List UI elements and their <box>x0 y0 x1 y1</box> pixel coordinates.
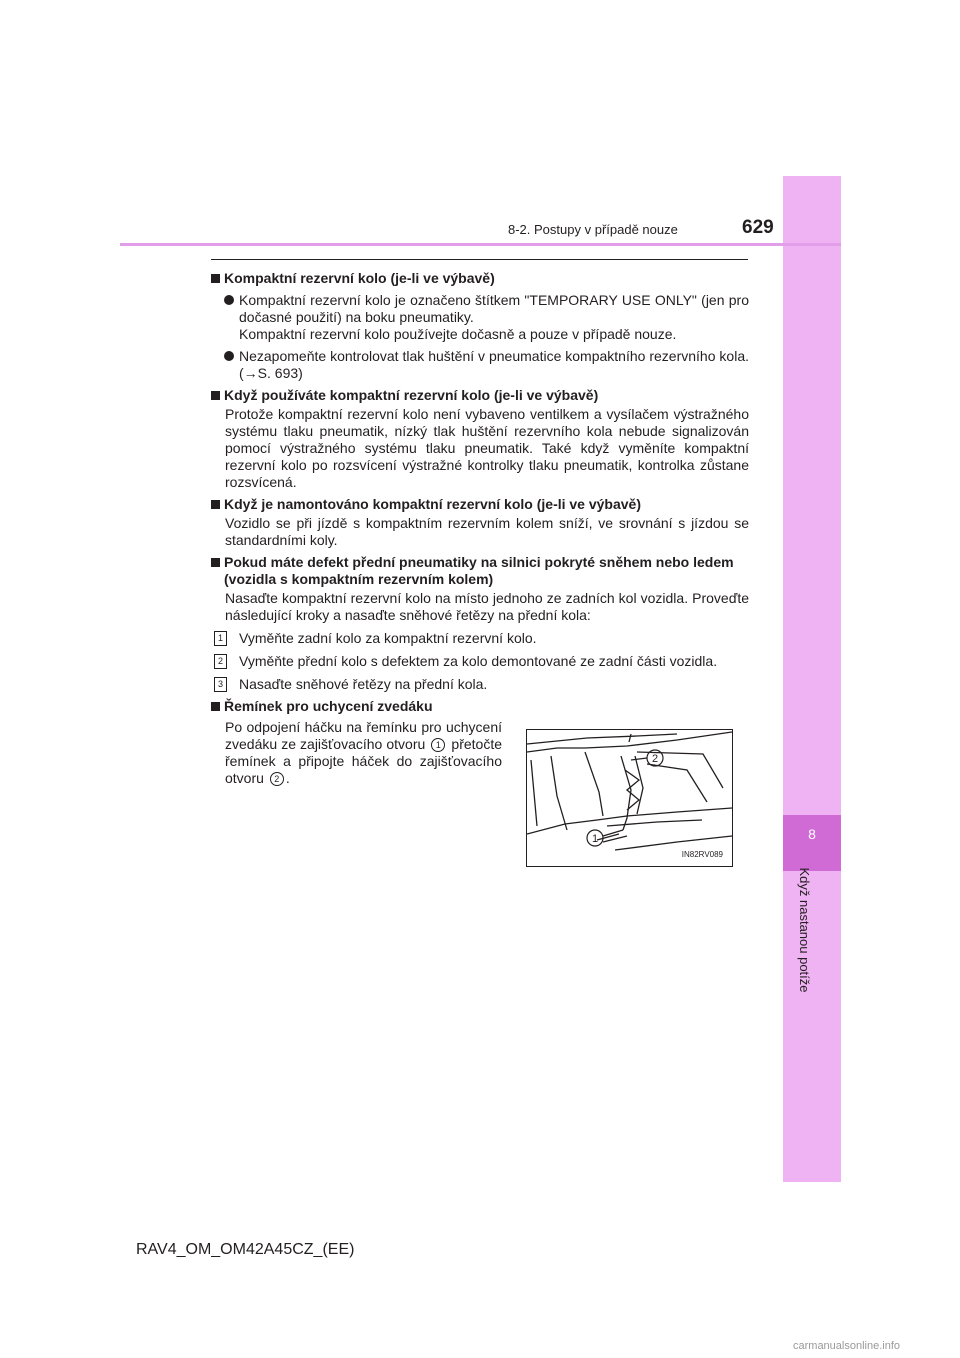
chapter-number: 8 <box>808 826 816 842</box>
watermark: carmanualsonline.info <box>793 1340 901 1352</box>
bullet-text: Kompaktní rezervní kolo používejte dočasně a pouze v případě nouze. <box>239 326 677 342</box>
step-item <box>211 653 749 670</box>
bullet-item <box>211 292 749 343</box>
paragraph-text: přetočte řemínek a připojte háček do zajišťovacího otvoru <box>225 736 503 786</box>
step-item <box>211 676 749 693</box>
callout-marker: 1 <box>431 738 445 752</box>
figure-label: IN82RV089 <box>681 850 723 859</box>
step-text: Nasaďte sněhové řetězy na přední kola. <box>239 676 488 692</box>
figure-callout-1: 1 <box>591 833 599 845</box>
step-number: 1 <box>214 631 227 646</box>
chapter-side-tab <box>783 176 841 1182</box>
bullet-item: Nezapomeňte kontrolovat tlak huštění v pneumatice kompaktního rezervního kola. (→S. 693) <box>211 348 749 382</box>
chapter-side-tab-active <box>783 815 841 871</box>
paragraph-end: . <box>285 770 290 786</box>
jack-strap-row <box>211 717 749 867</box>
bullet-text: Kompaktní rezervní kolo je označeno štítkem "TEMPORARY USE ONLY" (jen pro dočasné použití) na boku pneumatiky. <box>239 292 749 325</box>
step-item <box>211 630 749 647</box>
section-heading: Když je namontováno kompaktní rezervní kolo (je-li ve výbavě) <box>211 496 749 513</box>
section-paragraph: Nasaďte kompaktní rezervní kolo na místo jednoho ze zadních kol vozidla. Proveďte následující kroky a nasaďte sněhové řetězy na přední kola: <box>225 590 749 623</box>
paragraph-text: Po odpojení háčku na řemínku pro uchycení zvedáku ze zajišťovacího otvoru <box>225 719 502 752</box>
step-text: Vyměňte přední kolo s defektem za kolo demontované ze zadní části vozidla. <box>239 653 718 669</box>
callout-marker: 2 <box>270 772 284 786</box>
page-number: 629 <box>742 217 774 238</box>
section-paragraph <box>211 719 502 867</box>
section-heading: Pokud máte defekt přední pneumatiky na silnici pokryté sněhem nebo ledem (vozidla s kompaktním rezervním kolem) <box>211 554 749 588</box>
section-paragraph: Vozidlo se při jízdě s kompaktním rezervním kolem sníží, ve srovnání s jízdou se standardními koly. <box>225 515 749 548</box>
section-heading: Kompaktní rezervní kolo (je-li ve výbavě) <box>211 270 749 287</box>
footer-doc-id: RAV4_OM_OM42A45CZ_(EE) <box>136 1241 355 1258</box>
chapter-title: Když nastanou potíže <box>797 867 812 993</box>
section-heading: Řemínek pro uchycení zvedáku <box>211 698 749 715</box>
step-text: Vyměňte zadní kolo za kompaktní rezervní kolo. <box>239 630 537 646</box>
step-number: 2 <box>214 654 227 669</box>
content-top-rule <box>211 259 748 260</box>
header-section-title: 8-2. Postupy v případě nouze <box>508 222 678 237</box>
section-heading: Když používáte kompaktní rezervní kolo (je-li ve výbavě) <box>211 387 749 404</box>
section-paragraph: Protože kompaktní rezervní kolo není vybaveno ventilkem a vysílačem výstražného systému tlaku pneumatik, nízký tlak huštění rezervního kola nebude signalizován pomocí výstražného systému tlaku pneumatik. Také když vyměníte kompaktní rezervní kolo po rozsvícení výstražné kontrolky tlaku pneumatik, kontrolka zůstane rozsvícená. <box>225 406 749 490</box>
figure-callout-2: 2 <box>651 753 659 765</box>
page-content <box>211 265 749 867</box>
header-rule <box>120 243 841 246</box>
step-number: 3 <box>214 677 227 692</box>
jack-strap-illustration <box>526 729 733 867</box>
